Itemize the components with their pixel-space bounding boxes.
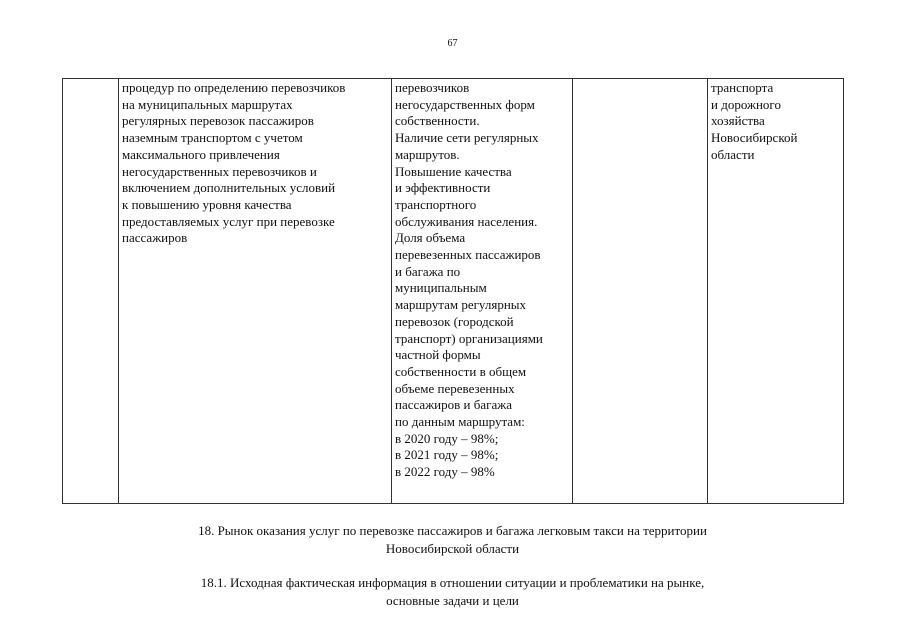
cell-text-line: обслуживания населения. <box>395 213 538 229</box>
cell-text-line: транспорта <box>711 80 774 95</box>
cell-text-line: хозяйства <box>711 113 765 129</box>
heading-line: 18.1. Исходная фактическая информация в отношении ситуации и проблематики на рынке, <box>200 575 705 590</box>
table-row <box>63 79 844 504</box>
cell-text-line: муниципальным <box>395 280 487 296</box>
cell-text-line: частной формы <box>395 347 481 363</box>
heading-line: Новосибирской области <box>385 541 520 556</box>
cell-text-line: максимального привлечения <box>122 146 280 162</box>
heading-line: основные задачи и цели <box>386 593 519 608</box>
cell-text-line: к повышению уровня качества <box>122 196 292 212</box>
cell-text-line: Наличие сети регулярных <box>395 130 539 146</box>
section-heading-18-1 <box>0 574 905 610</box>
cell-text-line: Доля объема <box>395 230 466 246</box>
cell-text-line: транспортного <box>395 196 477 212</box>
cell-text-line: и эффективности <box>395 180 491 196</box>
cell-text-line: негосударственных форм <box>395 96 535 112</box>
cell-text-line: регулярных перевозок пассажиров <box>122 113 314 129</box>
cell-text-line: в 2022 году – 98% <box>395 464 495 480</box>
cell-text-line: и дорожного <box>711 96 781 112</box>
cell-text-line: маршрутам регулярных <box>395 297 527 313</box>
cell-text-line: включением дополнительных условий <box>122 180 336 196</box>
cell-text-line: перевозок (городской <box>395 313 514 329</box>
cell-text-line: Повышение качества <box>395 163 512 179</box>
data-table <box>62 78 844 504</box>
table-cell-measures <box>119 79 392 504</box>
cell-text-line: маршрутов. <box>395 146 460 162</box>
cell-text-line: и багажа по <box>395 263 461 279</box>
cell-text-line: собственности. <box>395 113 480 129</box>
cell-text-line: процедур по определению перевозчиков <box>122 80 346 95</box>
cell-text-line: наземным транспортом с учетом <box>122 130 303 146</box>
heading-line: 18. Рынок оказания услуг по перевозке пассажиров и багажа легковым такси на территории <box>198 523 707 538</box>
table-cell-deadline <box>573 79 708 504</box>
cell-text-line: в 2021 году – 98%; <box>395 447 499 463</box>
cell-text-line: предоставляемых услуг при перевозке <box>122 213 335 229</box>
cell-text-line: перевозчиков <box>395 80 470 95</box>
page-number: 67 <box>447 38 458 49</box>
cell-text-line: перевезенных пассажиров <box>395 247 541 263</box>
table-cell-indicators <box>392 79 573 504</box>
table-cell-responsible <box>708 79 844 504</box>
cell-text-line: транспорт) организациями <box>395 330 543 346</box>
cell-text-line: негосударственных перевозчиков и <box>122 163 317 179</box>
cell-text-line: пассажиров <box>122 230 188 246</box>
cell-text-line: по данным маршрутам: <box>395 414 525 430</box>
cell-text-line: области <box>711 146 755 162</box>
cell-text-line: в 2020 году – 98%; <box>395 430 499 446</box>
table-cell-number <box>63 79 119 504</box>
cell-text-line: пассажиров и багажа <box>395 397 512 413</box>
cell-text-line: объеме перевезенных <box>395 380 515 396</box>
cell-text-line: на муниципальных маршрутах <box>122 96 293 112</box>
cell-text-line: Новосибирской <box>711 130 798 146</box>
section-heading-18 <box>0 522 905 558</box>
cell-text-line: собственности в общем <box>395 363 527 379</box>
